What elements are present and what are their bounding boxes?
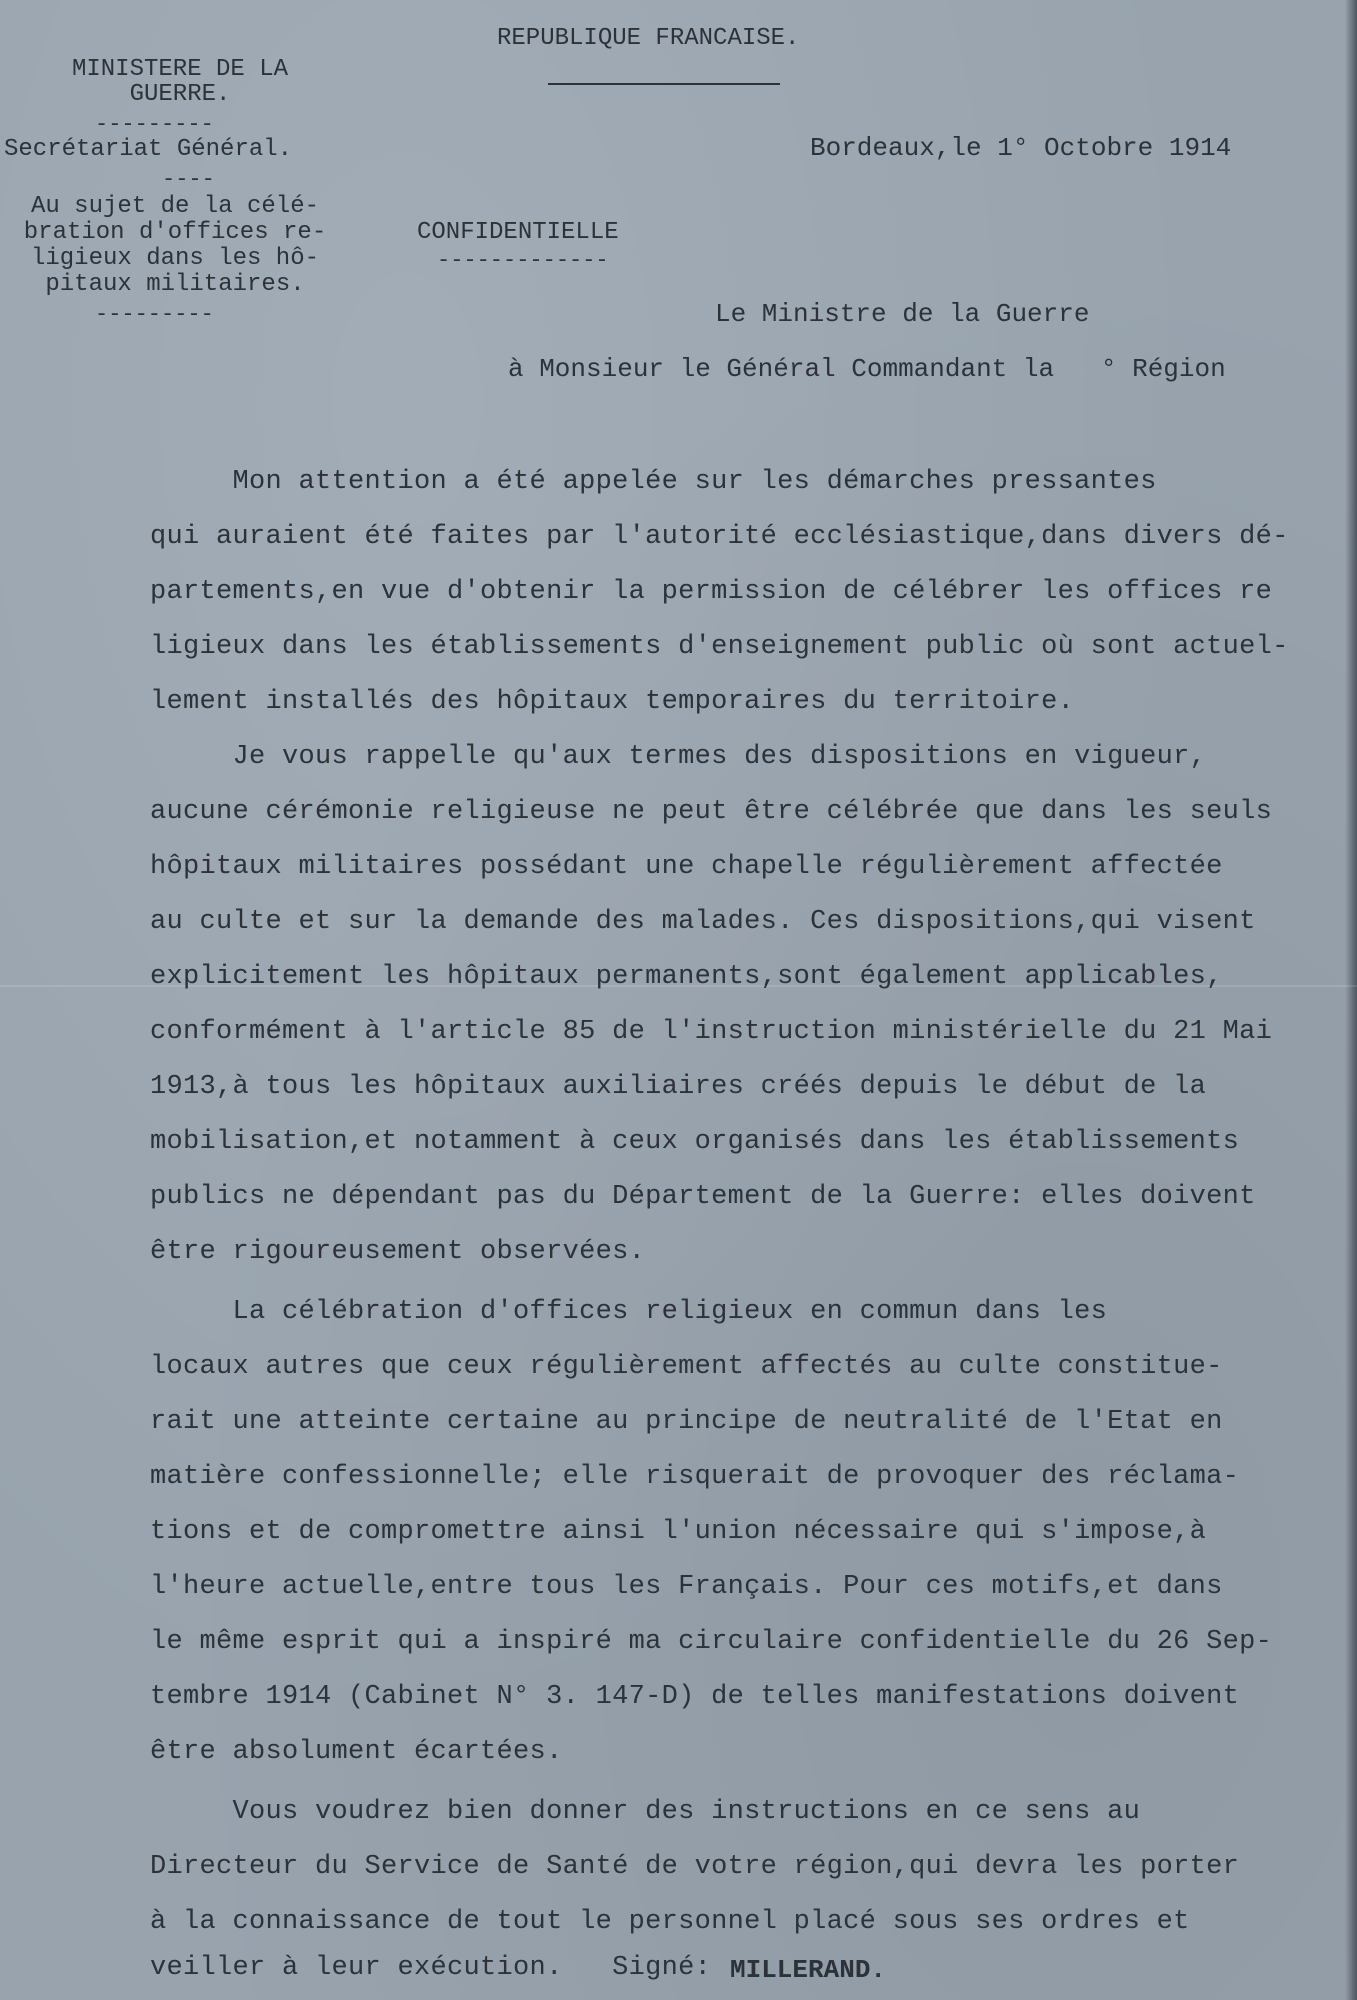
body-line: Mon attention a été appelée sur les démarches pressantes (150, 467, 1157, 497)
body-line: au culte et sur la demande des malades. Ces dispositions,qui visent (150, 907, 1256, 937)
body-line: Vous voudrez bien donner des instructions en ce sens au (150, 1797, 1141, 1827)
service-divider: ---- (162, 167, 215, 192)
body-line: 1913,à tous les hôpitaux auxiliaires créés depuis le début de la (150, 1072, 1207, 1102)
sender: Le Ministre de la Guerre (715, 299, 1090, 329)
body-line: veiller à leur exécution. Signé: (150, 1953, 712, 1983)
republic-heading: REPUBLIQUE FRANCAISE. (497, 25, 800, 52)
body-line: mobilisation,et notamment à ceux organisés dans les établissements (150, 1127, 1240, 1157)
republic-underline (548, 83, 780, 85)
body-line: La célébration d'offices religieux en commun dans les (150, 1297, 1108, 1327)
subject-line-2: bration d'offices re- (23, 219, 327, 246)
body-line: à la connaissance de tout le personnel placé sous ses ordres et (150, 1907, 1190, 1937)
body-line: le même esprit qui a inspiré ma circulaire confidentielle du 26 Sep- (150, 1627, 1273, 1657)
body-line: rait une atteinte certaine au principe de neutralité de l'Etat en (150, 1407, 1223, 1437)
subject-line-4: pitaux militaires. (45, 271, 305, 298)
subject-divider: --------- (95, 302, 214, 327)
service-name: Secrétariat Général. (4, 136, 293, 163)
body-line: partements,en vue d'obtenir la permission de célébrer les offices re (150, 577, 1273, 607)
body-line: lement installés des hôpitaux temporaires du territoire. (150, 687, 1075, 717)
subject-line-3: ligieux dans les hô- (30, 245, 320, 272)
body-line: l'heure actuelle,entre tous les Français. Pour ces motifs,et dans (150, 1572, 1223, 1602)
body-line: tions et de compromettre ainsi l'union nécessaire qui s'impose,à (150, 1517, 1207, 1547)
body-line: hôpitaux militaires possédant une chapelle régulièrement affectée (150, 852, 1223, 882)
paper-edge-shadow (1345, 0, 1357, 2000)
ministry-divider: --------- (95, 112, 214, 137)
place-date: Bordeaux,le 1° Octobre 1914 (810, 133, 1232, 163)
body-line: tembre 1914 (Cabinet N° 3. 147-D) de telles manifestations doivent (150, 1682, 1240, 1712)
recipient: à Monsieur le Général Commandant la ° Région (508, 354, 1226, 384)
classification-mark: CONFIDENTIELLE (417, 219, 619, 246)
body-line: ligieux dans les établissements d'enseignement public où sont actuel- (150, 632, 1289, 662)
ministry-line-2: GUERRE. (129, 81, 231, 108)
classification-divider: ------------- (437, 248, 609, 273)
body-line: matière confessionnelle; elle risquerait de provoquer des réclama- (150, 1462, 1240, 1492)
signature-name: MILLERAND. (730, 1955, 887, 1985)
body-line: qui auraient été faites par l'autorité ecclésiastique,dans divers dé- (150, 522, 1289, 552)
body-line: conformément à l'article 85 de l'instruction ministérielle du 21 Mai (150, 1017, 1273, 1047)
body-line: être rigoureusement observées. (150, 1237, 646, 1267)
body-line: locaux autres que ceux régulièrement affectés au culte constitue- (150, 1352, 1223, 1382)
body-line: Je vous rappelle qu'aux termes des dispositions en vigueur, (150, 742, 1207, 772)
body-line: Directeur du Service de Santé de votre région,qui devra les porter (150, 1852, 1240, 1882)
subject-line-1: Au sujet de la célé- (30, 193, 320, 220)
body-line: aucune cérémonie religieuse ne peut être célébrée que dans les seuls (150, 797, 1273, 827)
body-line: explicitement les hôpitaux permanents,sont également applicables, (150, 962, 1223, 992)
ministry-line-1: MINISTERE DE LA (71, 56, 289, 83)
body-line: être absolument écartées. (150, 1737, 563, 1767)
body-line: publics ne dépendant pas du Département de la Guerre: elles doivent (150, 1182, 1256, 1212)
